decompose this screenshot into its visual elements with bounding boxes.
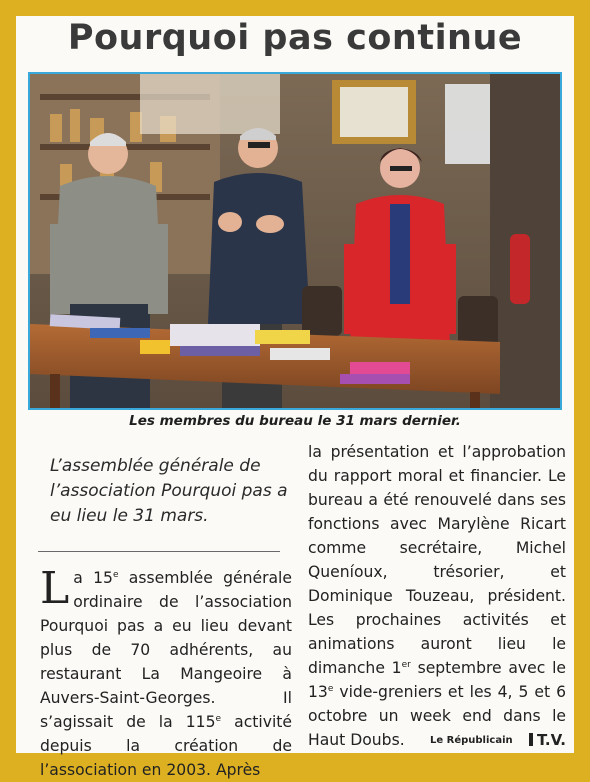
left-column: [28, 440, 292, 782]
body-text-d: la présentation et l’approbation du rapport moral et financier. Le bureau a été renouvelé dans ses fonctions avec Marylène Ricart comme secrétaire, Michel Queníoux, trésorier, et Dominique Touzeau, président. Les prochaines activités et animations auront lieu le dimanche 1: [308, 443, 566, 677]
photo-illustration: [30, 74, 560, 408]
drop-cap: L: [40, 563, 70, 614]
article-photo: [28, 72, 562, 410]
photo-caption: Les membres du bureau le 31 mars dernier.: [129, 413, 461, 429]
article-standfirst: L’assemblée générale de l’association Pourquoi pas a eu lieu le 31 mars.: [50, 456, 288, 526]
body-continuation: [308, 440, 566, 752]
superscript-e: e: [112, 569, 119, 580]
author-initials: T.V.: [536, 731, 566, 749]
newspaper-source: Le Républicain: [430, 735, 513, 746]
headline: Pourquoi pas continue: [67, 18, 523, 58]
body-paragraph: [40, 563, 292, 782]
body-text-a: a 15: [73, 569, 113, 587]
superscript-e-3: e: [327, 683, 334, 694]
author-marker-icon: [529, 733, 533, 746]
article-frame: [16, 16, 574, 779]
right-column: [308, 440, 566, 752]
superscript-er: er: [401, 659, 411, 670]
author-signature: [529, 731, 566, 749]
divider: [38, 551, 280, 552]
body-text-f: vide-greniers et les 4, 5 et 6 octobre un week end dans le Haut Doubs.: [308, 683, 566, 749]
superscript-e-2: e: [215, 713, 222, 724]
body-text-e: septembre avec le 13: [308, 659, 566, 701]
body-text-b: assemblée générale ordinaire de l’association Pourquoi pas a eu lieu devant plus de 70 adhérents, au restaurant La Mangeoire à Auvers-Saint-Georges. Il s’agissait de la 115: [40, 569, 292, 731]
body-text-c: activité depuis la création de l’association en 2003. Après: [40, 713, 292, 779]
